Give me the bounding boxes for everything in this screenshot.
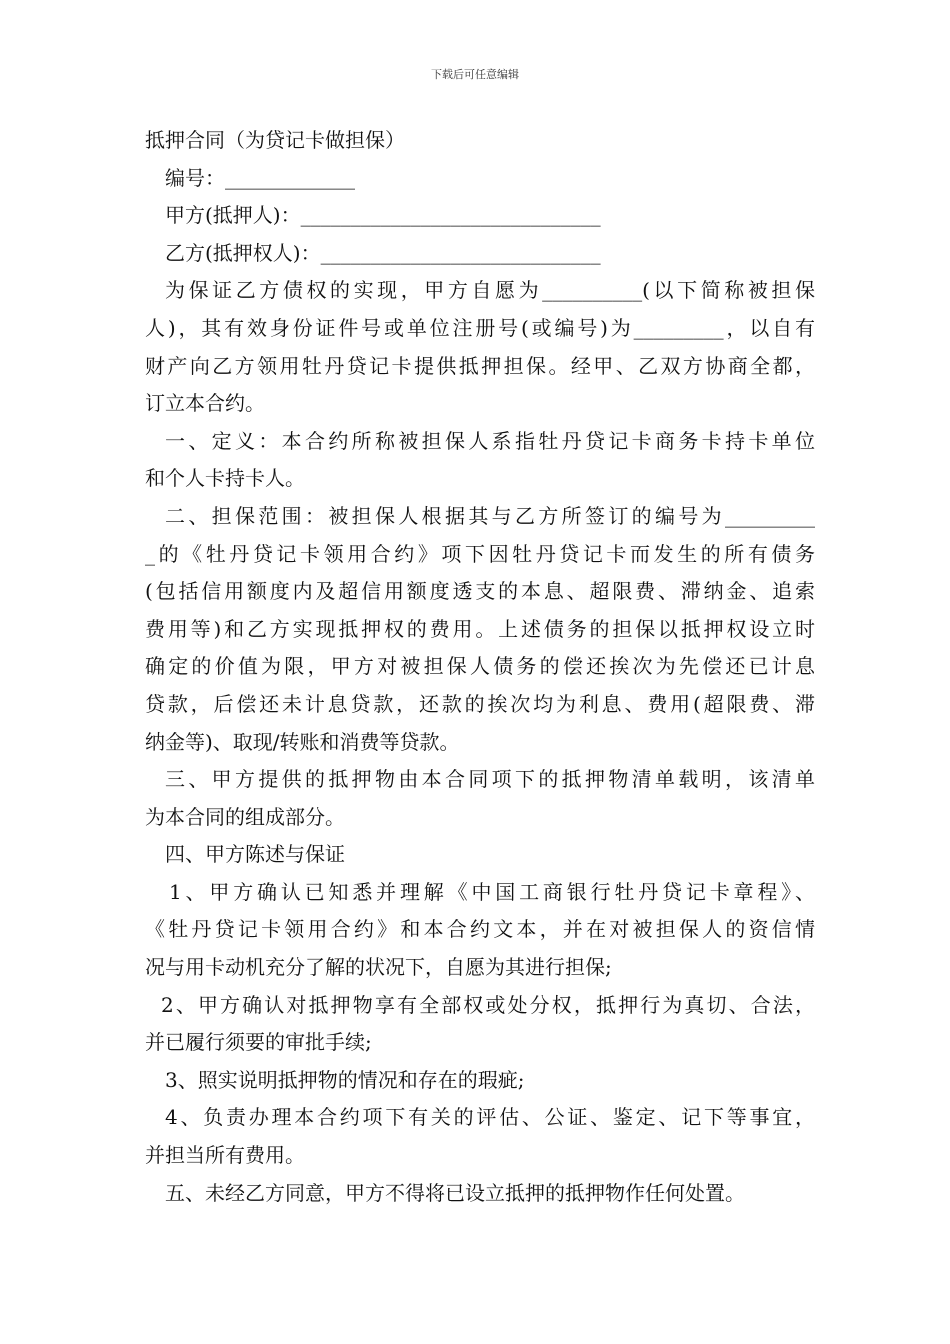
page-header-note: 下载后可任意编辑 [431, 68, 519, 81]
clause-4-item-2-line: 2、甲方确认对抵押物享有全部权或处分权，抵押行为真切、合法， [161, 992, 815, 1017]
party-b-line: 乙方(抵押权人)：____________________________ [165, 240, 601, 265]
clause-2-line: 费用等)和乙方实现抵押权的费用。上述债务的担保以抵押权设立时 [145, 616, 815, 641]
clause-4-item-3-line: 3、照实说明抵押物的情况和存在的瑕疵; [165, 1067, 525, 1092]
preamble-line: 订立本合约。 [145, 391, 265, 416]
clause-2-line: _的《牡丹贷记卡领用合约》项下因牡丹贷记卡而发生的所有债务 [145, 541, 815, 566]
clause-4-item-1-line: 况与用卡动机充分了解的状况下，自愿为其进行担保; [145, 955, 612, 980]
preamble-line: 为保证乙方债权的实现，甲方自愿为__________(以下简称被担保 [165, 278, 815, 303]
clause-4-item-4-line: 并担当所有费用。 [145, 1143, 305, 1168]
clause-4-item-4-line: 4、负责办理本合约项下有关的评估、公证、鉴定、记下等事宜， [165, 1105, 815, 1130]
clause-1-line: 和个人卡持卡人。 [145, 466, 305, 491]
clause-4-heading: 四、甲方陈述与保证 [165, 842, 345, 867]
clause-2-line: 纳金等)、取现/转账和消费等贷款。 [145, 729, 460, 754]
clause-5-line: 五、未经乙方同意，甲方不得将已设立抵押的抵押物作任何处置。 [165, 1180, 745, 1205]
clause-2-line: 贷款，后偿还未计息贷款，还款的挨次均为利息、费用(超限费、滞 [145, 691, 815, 716]
clause-2-line: (包括信用额度内及超信用额度透支的本息、超限费、滞纳金、追索 [145, 579, 815, 604]
clause-4-item-1-line: 《牡丹贷记卡领用合约》和本合约文本，并在对被担保人的资信情 [145, 917, 815, 942]
clause-4-item-2-line: 并已履行须要的审批手续; [145, 1030, 372, 1055]
document-title: 抵押合同（为贷记卡做担保） [145, 128, 405, 152]
preamble-line: 人)，其有效身份证件号或单位注册号(或编号)为_________，以自有 [145, 315, 815, 340]
clause-2-line: 二、担保范围：被担保人根据其与乙方所签订的编号为_________ [165, 503, 815, 528]
contract-number-line: 编号：_____________ [165, 165, 355, 190]
clause-4-item-1-line: 1、甲方确认已知悉并理解《中国工商银行牡丹贷记卡章程》、 [169, 879, 815, 904]
clause-3-line: 三、甲方提供的抵押物由本合同项下的抵押物清单载明，该清单 [165, 767, 815, 792]
clause-2-line: 确定的价值为限，甲方对被担保人债务的偿还挨次为先偿还已计息 [145, 654, 815, 679]
preamble-line: 财产向乙方领用牡丹贷记卡提供抵押担保。经甲、乙双方协商全都， [145, 353, 815, 378]
contract-document [145, 122, 815, 1212]
clause-1-line: 一、定义：本合约所称被担保人系指牡丹贷记卡商务卡持卡单位 [165, 428, 815, 453]
clause-3-line: 为本合同的组成部分。 [145, 804, 345, 829]
party-a-line: 甲方(抵押人)：______________________________ [165, 203, 601, 228]
